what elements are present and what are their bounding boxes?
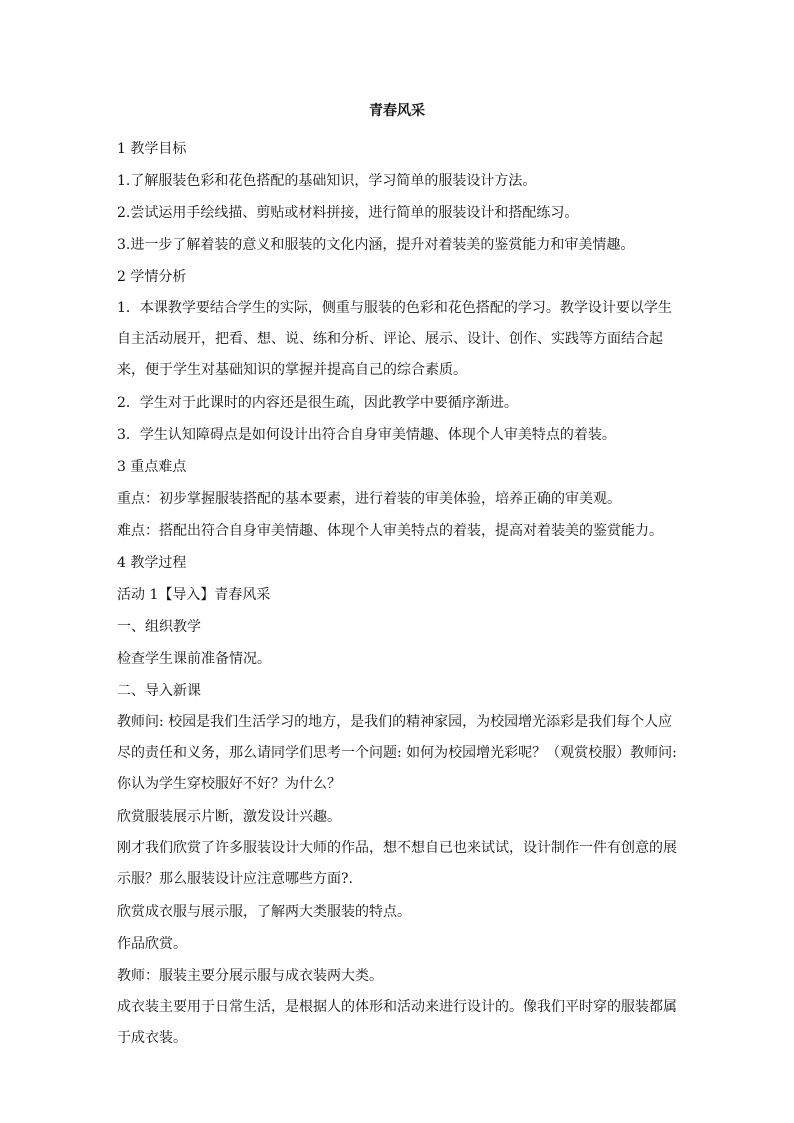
paragraph: 成衣装主要用于日常生活，是根据人的体形和活动来进行设计的。像我们平时穿的服装都属于成衣装。 — [117, 999, 677, 1046]
document-body — [117, 133, 679, 1055]
paragraph: 1.了解服装色彩和花色搭配的基础知识，学习简单的服装设计方法。 — [117, 173, 537, 189]
paragraph: 欣赏成衣服与展示服，了解两大类服装的特点。 — [117, 904, 411, 920]
paragraph: 二、导入新课 — [117, 683, 201, 699]
document-title: 青春风采 — [369, 103, 425, 119]
paragraph: 教师问: 校园是我们生活学习的地方，是我们的精神家园，为校园增光添彩是我们每个人应尽的责任和义务，那么请同学们思考一个问题: 如何为校园增光彩呢？（观赏校服）教师问: 你认为学生穿校服好不好？为什么？ — [117, 714, 677, 792]
paragraph: 1．本课教学要结合学生的实际，侧重与服装的色彩和花色搭配的学习。教学设计要以学生自主活动展开，把看、想、说、练和分析、评论、展示、设计、创作、实践等方面结合起来，便于学生对基础知识的掌握并提高自己的综合素质。 — [117, 300, 672, 378]
paragraph: 欣赏服装展示片断，激发设计兴趣。 — [117, 809, 341, 825]
paragraph: 难点：搭配出符合自身审美情趣、体现个人审美特点的着装，提高对着装美的鉴赏能力。 — [117, 523, 663, 539]
paragraph: 3.进一步了解着装的意义和服装的文化内涵，提升对着装美的鉴赏能力和审美情趣。 — [117, 237, 635, 253]
paragraph: 活动 1【导入】青春风采 — [117, 587, 271, 603]
paragraph: 一、组织教学 — [117, 619, 201, 635]
paragraph: 检查学生课前准备情况。 — [117, 651, 271, 667]
paragraph: 2 学情分析 — [117, 269, 187, 285]
paragraph: 2．学生对于此课时的内容还是很生疏，因此教学中要循序渐进。 — [117, 395, 518, 411]
paragraph: 4 教学过程 — [117, 555, 187, 571]
paragraph: 刚才我们欣赏了许多服装设计大师的作品，想不想自已也来试试，设计制作一件有创意的展示服？那么服装设计应注意哪些方面?. — [117, 840, 677, 887]
paragraph: 3．学生认知障碍点是如何设计出符合自身审美情趣、体现个人审美特点的着装。 — [117, 427, 616, 443]
paragraph: 重点：初步掌握服装搭配的基本要素，进行着装的审美体验，培养正确的审美观。 — [117, 491, 621, 507]
paragraph: 3 重点难点 — [117, 459, 187, 475]
paragraph: 作品欣赏。 — [117, 936, 187, 952]
paragraph: 1 教学目标 — [117, 141, 187, 157]
paragraph: 2.尝试运用手绘线描、剪贴或材料拼接，进行简单的服装设计和搭配练习。 — [117, 205, 579, 221]
paragraph: 教师：服装主要分展示服与成衣装两大类。 — [117, 968, 383, 984]
